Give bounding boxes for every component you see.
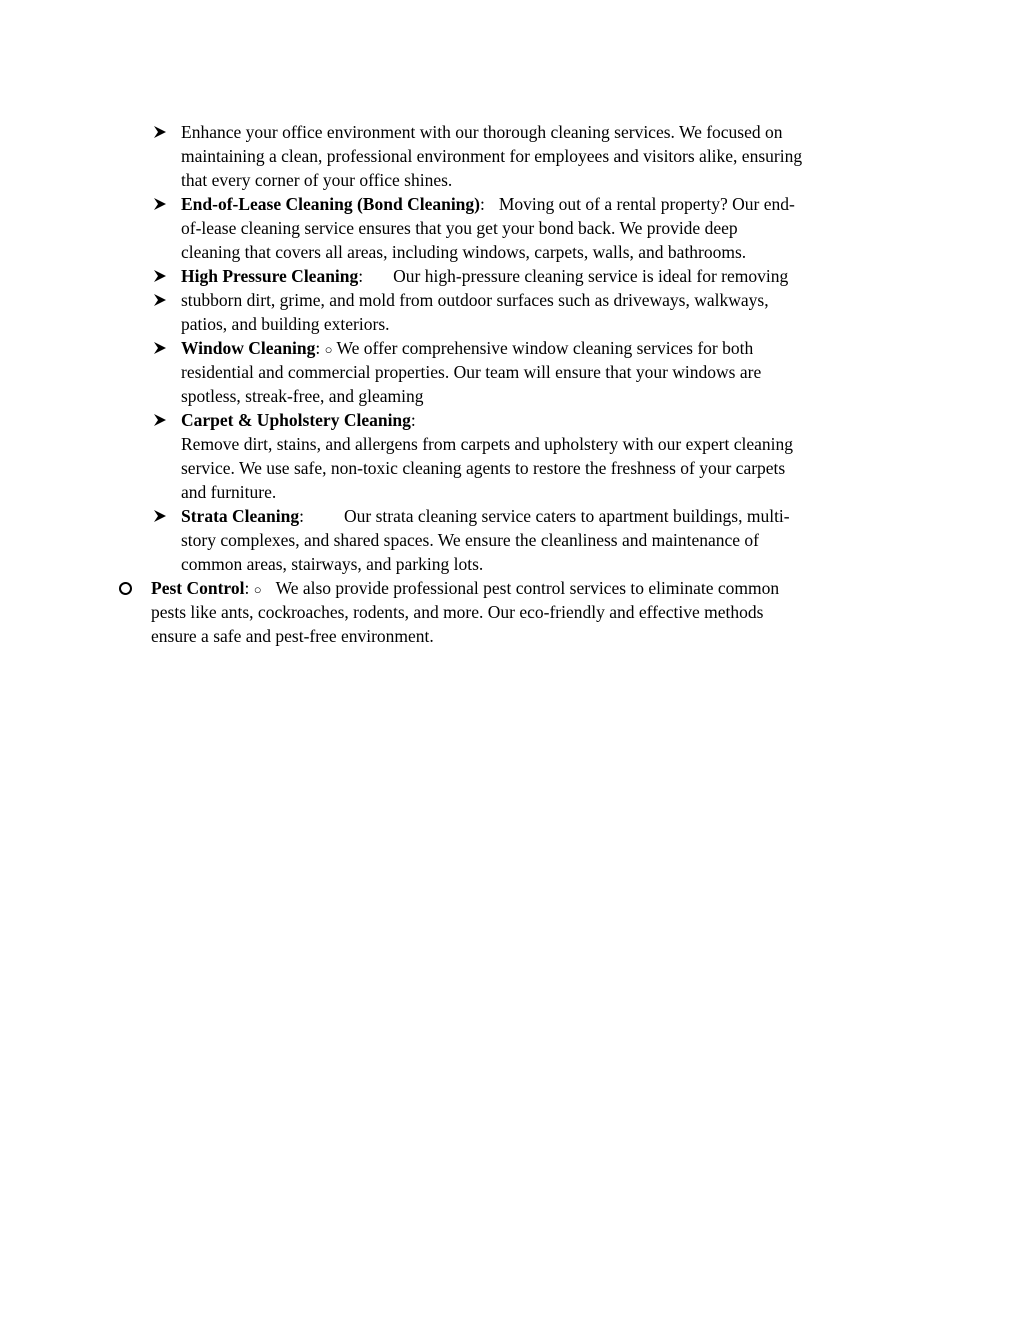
service-heading: End-of-Lease Cleaning (Bond Cleaning) <box>181 194 480 214</box>
text-line: residential and commercial properties. Our team will ensure that your windows are <box>181 362 762 382</box>
arrow-bullet-icon <box>153 504 167 528</box>
text-run: Our high-pressure cleaning service is ideal for removing <box>393 266 789 286</box>
text-line: and furniture. <box>181 482 277 502</box>
arrow-bullet-icon <box>153 336 167 360</box>
text-line <box>181 408 793 432</box>
text-run: Our strata cleaning service caters to apartment buildings, multi- <box>344 506 790 526</box>
service-heading: Pest Control <box>151 578 245 598</box>
list-item-office-cleaning <box>181 120 802 192</box>
text-line: stubborn dirt, grime, and mold from outdoor surfaces such as driveways, walkways, <box>181 290 769 310</box>
text-line: Enhance your office environment with our thorough cleaning services. We focused on <box>181 122 783 142</box>
service-heading: Window Cleaning <box>181 338 316 358</box>
arrow-bullet-icon <box>153 288 167 312</box>
text-line: Remove dirt, stains, and allergens from carpets and upholstery with our expert cleaning <box>181 434 794 454</box>
text-line: patios, and building exteriors. <box>181 314 390 334</box>
text-run: We also provide professional pest control services to eliminate common <box>275 578 780 598</box>
text-line: of-lease cleaning service ensures that you get your bond back. We provide deep <box>181 218 738 238</box>
text-line <box>181 504 790 528</box>
service-heading: High Pressure Cleaning <box>181 266 359 286</box>
list-item-carpet-upholstery-cleaning <box>181 408 793 504</box>
text-run: Moving out of a rental property? Our end- <box>498 194 795 214</box>
circle-bullet-icon <box>119 582 132 595</box>
text-line <box>151 576 779 600</box>
text-line: common areas, stairways, and parking lots. <box>181 554 484 574</box>
service-heading: Strata Cleaning <box>181 506 300 526</box>
arrow-bullet-icon <box>153 120 167 144</box>
text-line: story complexes, and shared spaces. We ensure the cleanliness and maintenance of <box>181 530 759 550</box>
text-line <box>181 336 761 360</box>
text-line <box>181 192 795 216</box>
list-item-end-of-lease-cleaning <box>181 192 795 264</box>
text-line: ensure a safe and pest-free environment. <box>151 626 434 646</box>
text-line <box>181 264 788 288</box>
arrow-bullet-icon <box>153 192 167 216</box>
list-item-high-pressure-continued <box>181 288 769 336</box>
list-item-strata-cleaning <box>181 504 790 576</box>
arrow-bullet-icon <box>153 264 167 288</box>
text-run: We offer comprehensive window cleaning services for both <box>336 338 754 358</box>
small-circle-glyph: ○ <box>324 342 333 357</box>
small-circle-glyph: ○ <box>253 582 262 597</box>
list-item-pest-control <box>151 576 779 648</box>
colon: : <box>315 338 321 358</box>
colon: : <box>410 410 416 430</box>
list-item-window-cleaning <box>181 336 761 408</box>
text-line: maintaining a clean, professional environment for employees and visitors alike, ensuring <box>181 146 803 166</box>
text-line: service. We use safe, non-toxic cleaning agents to restore the freshness of your carpets <box>181 458 786 478</box>
text-line: spotless, streak-free, and gleaming <box>181 386 424 406</box>
list-item-high-pressure-cleaning <box>181 264 788 288</box>
service-heading: Carpet & Upholstery Cleaning <box>181 410 411 430</box>
colon: : <box>299 506 304 526</box>
colon: : <box>358 266 364 286</box>
text-line: pests like ants, cockroaches, rodents, and more. Our eco-friendly and effective methods <box>151 602 764 622</box>
text-line: that every corner of your office shines. <box>181 170 453 190</box>
colon: : <box>244 578 250 598</box>
colon: : <box>480 194 485 214</box>
text-line: cleaning that covers all areas, including windows, carpets, walls, and bathrooms. <box>181 242 747 262</box>
arrow-bullet-icon <box>153 408 167 432</box>
